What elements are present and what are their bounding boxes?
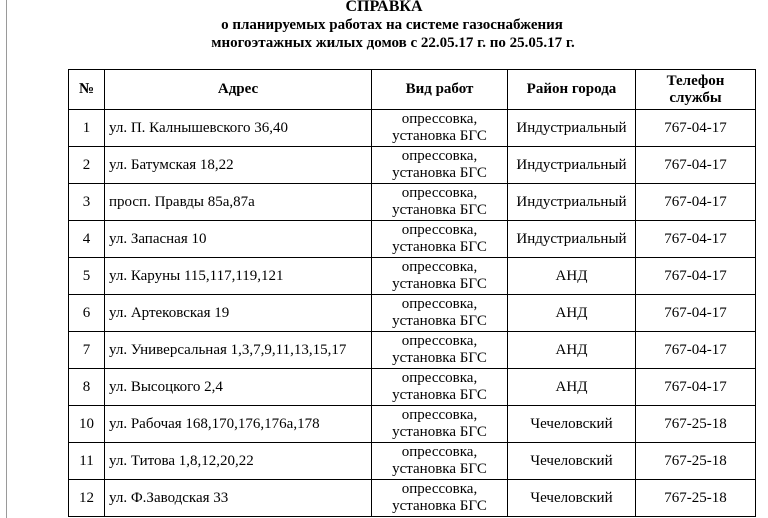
cell-work-type: [372, 258, 508, 295]
work-type-line-1: опрессовка,: [401, 407, 478, 423]
work-type-line-1: опрессовка,: [401, 444, 478, 460]
column-header-work-type: Вид работ: [372, 70, 508, 110]
work-type-line-2: установка БГС: [392, 498, 487, 514]
cell-phone: 767-04-17: [636, 184, 756, 221]
cell-address: ул. Артековская 19: [105, 295, 372, 332]
table-row: [69, 406, 756, 443]
cell-work-type: [372, 221, 508, 258]
work-type-line-2: установка БГС: [392, 424, 487, 440]
table-row: [69, 443, 756, 480]
cell-number: 2: [69, 147, 105, 184]
document-title: СПРАВКА: [345, 0, 423, 15]
work-type-line-2: установка БГС: [392, 350, 487, 366]
cell-address: ул. Рабочая 168,170,176,176а,178: [105, 406, 372, 443]
cell-district: Индустриальный: [508, 184, 636, 221]
cell-address: ул. Высоцкого 2,4: [105, 369, 372, 406]
cell-district: АНД: [508, 258, 636, 295]
cell-phone: 767-04-17: [636, 369, 756, 406]
cell-district: Чечеловский: [508, 406, 636, 443]
cell-address: ул. Универсальная 1,3,7,9,11,13,15,17: [105, 332, 372, 369]
cell-number: 3: [69, 184, 105, 221]
cell-number: 12: [69, 480, 105, 517]
cell-number: 4: [69, 221, 105, 258]
cell-district: АНД: [508, 295, 636, 332]
cell-address: ул. Каруны 115,117,119,121: [105, 258, 372, 295]
cell-district: Чечеловский: [508, 480, 636, 517]
table-row: [69, 184, 756, 221]
cell-phone: 767-04-17: [636, 295, 756, 332]
works-table: [68, 69, 756, 517]
cell-work-type: [372, 184, 508, 221]
cell-phone: 767-04-17: [636, 221, 756, 258]
column-header-number: №: [69, 70, 105, 110]
table-row: [69, 258, 756, 295]
cell-district: АНД: [508, 369, 636, 406]
cell-phone: 767-04-17: [636, 332, 756, 369]
table-row: [69, 369, 756, 406]
table-row: [69, 110, 756, 147]
cell-work-type: [372, 147, 508, 184]
work-type-line-2: установка БГС: [392, 202, 487, 218]
document-subtitle-line2: многоэтажных жилых домов с 22.05.17 г. по 25.05.17 г.: [211, 35, 575, 51]
work-type-line-1: опрессовка,: [401, 222, 478, 238]
cell-address: просп. Правды 85а,87а: [105, 184, 372, 221]
work-type-line-2: установка БГС: [392, 239, 487, 255]
cell-district: АНД: [508, 332, 636, 369]
cell-number: 5: [69, 258, 105, 295]
cell-phone: 767-04-17: [636, 147, 756, 184]
cell-number: 10: [69, 406, 105, 443]
cell-work-type: [372, 110, 508, 147]
work-type-line-2: установка БГС: [392, 387, 487, 403]
work-type-line-1: опрессовка,: [401, 111, 478, 127]
cell-work-type: [372, 369, 508, 406]
cell-address: ул. Титова 1,8,12,20,22: [105, 443, 372, 480]
cell-phone: 767-04-17: [636, 110, 756, 147]
work-type-line-1: опрессовка,: [401, 259, 478, 275]
cell-address: ул. Запасная 10: [105, 221, 372, 258]
table-row: [69, 480, 756, 517]
work-type-line-2: установка БГС: [392, 313, 487, 329]
cell-number: 11: [69, 443, 105, 480]
cell-work-type: [372, 443, 508, 480]
cell-number: 1: [69, 110, 105, 147]
cell-phone: 767-04-17: [636, 258, 756, 295]
work-type-line-1: опрессовка,: [401, 296, 478, 312]
table-row: [69, 332, 756, 369]
cell-number: 8: [69, 369, 105, 406]
cell-work-type: [372, 332, 508, 369]
cell-number: 7: [69, 332, 105, 369]
work-type-line-2: установка БГС: [392, 461, 487, 477]
cell-district: Индустриальный: [508, 147, 636, 184]
cell-address: ул. Батумская 18,22: [105, 147, 372, 184]
cell-district: Чечеловский: [508, 443, 636, 480]
work-type-line-1: опрессовка,: [401, 148, 478, 164]
cell-phone: 767-25-18: [636, 406, 756, 443]
cell-number: 6: [69, 295, 105, 332]
work-type-line-1: опрессовка,: [401, 370, 478, 386]
cell-district: Индустриальный: [508, 221, 636, 258]
work-type-line-2: установка БГС: [392, 128, 487, 144]
cell-work-type: [372, 295, 508, 332]
cell-address: ул. Ф.Заводская 33: [105, 480, 372, 517]
cell-work-type: [372, 406, 508, 443]
cell-phone: 767-25-18: [636, 480, 756, 517]
cell-phone: 767-25-18: [636, 443, 756, 480]
column-header-address: Адрес: [105, 70, 372, 110]
work-type-line-1: опрессовка,: [401, 333, 478, 349]
cell-work-type: [372, 480, 508, 517]
table-row: [69, 147, 756, 184]
document-subtitle-line1: о планируемых работах на системе газоснабжения: [221, 17, 563, 33]
table-row: [69, 295, 756, 332]
column-header-phone: Телефон службы: [636, 70, 756, 110]
cell-address: ул. П. Калнышевского 36,40: [105, 110, 372, 147]
column-header-district: Район города: [508, 70, 636, 110]
table-body: [69, 110, 756, 517]
work-type-line-1: опрессовка,: [401, 185, 478, 201]
page-edge-line: [6, 0, 7, 518]
cell-district: Индустриальный: [508, 110, 636, 147]
work-type-line-1: опрессовка,: [401, 481, 478, 497]
table-row: [69, 221, 756, 258]
work-type-line-2: установка БГС: [392, 276, 487, 292]
table-header-row: [69, 70, 756, 110]
work-type-line-2: установка БГС: [392, 165, 487, 181]
